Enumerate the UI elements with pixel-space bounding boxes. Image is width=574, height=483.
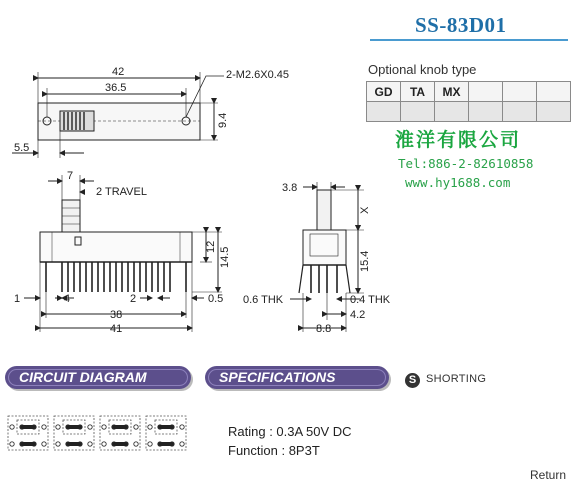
dim-travel: 2 TRAVEL bbox=[96, 186, 147, 198]
model-title: SS-83D01 bbox=[415, 13, 507, 37]
knob-type-cell: GD bbox=[367, 82, 401, 102]
dim-length-38: 38 bbox=[110, 309, 123, 321]
dim-top-inner: 36.5 bbox=[105, 82, 127, 94]
spec-rating: Rating : 0.3A 50V DC bbox=[228, 424, 352, 439]
dim-knob-width: 7 bbox=[67, 170, 74, 182]
circuit-diagram-label: CIRCUIT DIAGRAM bbox=[19, 369, 147, 385]
spec-function: Function : 8P3T bbox=[228, 443, 320, 458]
circuit-diagram-heading bbox=[5, 366, 191, 389]
dim-thk-left: 0.6 THK bbox=[243, 294, 284, 306]
dim-pin-0-5: 0.5 bbox=[208, 293, 224, 305]
dim-top-offset: 5.5 bbox=[14, 142, 30, 154]
company-telephone: Tel:886-2-82610858 bbox=[398, 156, 534, 171]
dim-pin-1: 1 bbox=[14, 293, 21, 305]
dim-side-x: X bbox=[359, 206, 371, 214]
circuit-diagram-graphic bbox=[8, 416, 186, 450]
company-name: 淮洋有限公司 bbox=[395, 129, 522, 151]
return-link[interactable]: Return bbox=[530, 468, 567, 482]
knob-type-cell: MX bbox=[435, 82, 469, 102]
specifications-heading bbox=[205, 366, 389, 389]
knob-type-label: Optional knob type bbox=[368, 62, 477, 77]
dim-thk-right: 0.4 THK bbox=[350, 294, 391, 306]
dim-height-14-5: 14.5 bbox=[219, 246, 231, 268]
dim-hole-note: 2-M2.6X0.45 bbox=[226, 69, 289, 81]
dim-side-4-2: 4.2 bbox=[350, 309, 366, 321]
dim-length-41: 41 bbox=[110, 323, 123, 335]
dim-top-height: 9.4 bbox=[217, 112, 229, 128]
dim-side-8-8: 8.8 bbox=[316, 323, 332, 335]
company-website[interactable]: www.hy1688.com bbox=[405, 175, 511, 190]
dim-side-15-4: 15.4 bbox=[359, 250, 371, 272]
dim-height-12: 12 bbox=[205, 240, 217, 253]
shorting-symbol-icon: S bbox=[405, 373, 420, 388]
dim-pin-4: 4 bbox=[64, 293, 71, 305]
dim-side-3-8: 3.8 bbox=[282, 182, 298, 194]
dim-top-width: 42 bbox=[112, 66, 125, 78]
dim-pin-2: 2 bbox=[130, 293, 137, 305]
shorting-label: SHORTING bbox=[426, 373, 487, 385]
knob-type-cell: TA bbox=[401, 82, 435, 102]
specifications-label: SPECIFICATIONS bbox=[219, 369, 336, 385]
